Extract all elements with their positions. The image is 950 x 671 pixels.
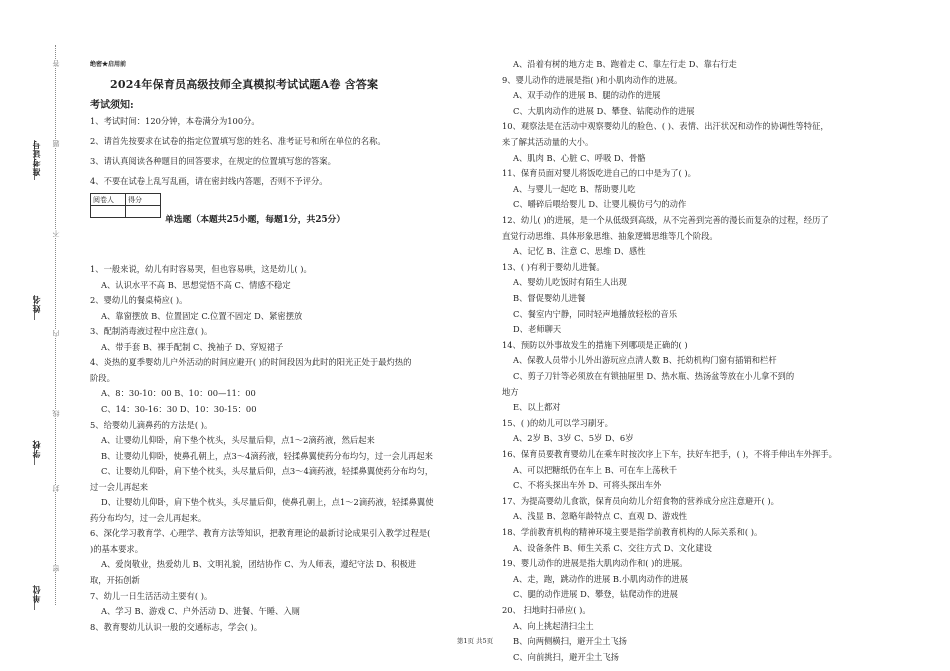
- question-line: C、不将头探出车外 D、可将头探出车外: [513, 480, 662, 491]
- name-label: 姓名: [31, 295, 41, 313]
- question-line: A、与婴儿一起吃 B、帮助婴儿吃: [513, 183, 636, 194]
- question-line: A、可以把糖纸仍在车上 B、可在车上荡秋千: [513, 464, 678, 475]
- question-line: 6、深化学习教育学、心理学、教育方法等知识，把教育理论的最新讨论成果引入教学过程是(: [90, 528, 431, 539]
- secret-label: 绝密★启用前: [90, 61, 127, 68]
- question-line: A、设备条件 B、师生关系 C、交往方式 D、文化建设: [513, 542, 712, 553]
- question-line: E、以上都对: [513, 402, 561, 413]
- question-line: C、餐室内宁静，同时轻声地播放轻松的音乐: [513, 308, 677, 319]
- question-line: 18、学前教育机构的精神环境主要是指学前教育机构的人际关系和( )。: [502, 527, 763, 537]
- question-line: A、爱岗敬业，热爱幼儿 B、文明礼貌，团结协作 C、为人师表，遵纪守法 D、积极进: [101, 559, 417, 570]
- question-line: A、肌肉 B、心脏 C、呼吸 D、骨骼: [513, 152, 646, 163]
- question-line: A、保教人员带小儿外出游玩应点清人数 B、托幼机构门窗有插销和栏杆: [513, 355, 777, 366]
- binding-margin: [0, 0, 80, 671]
- score-points-blank: [126, 206, 161, 218]
- question-line: 药分布均匀，过一会儿再起来。: [90, 512, 207, 523]
- question-line: A、沿着有树的地方走 B、跑着走 C、靠左行走 D、靠右行走: [513, 59, 737, 69]
- question-line: 3、配制消毒液过程中应注意( )。: [90, 326, 213, 337]
- question-line: A、学习 B、游戏 C、户外活动 D、进餐、午睡、入厕: [101, 606, 300, 617]
- question-line: 19、婴儿动作的进展是指大肌肉动作和( )的进展。: [502, 558, 688, 569]
- unit-label: 单位: [31, 585, 41, 603]
- question-line: A、靠窗摆放 B、位置固定 C.位置不固定 D、紧密摆放: [101, 310, 303, 321]
- page-footer: 第1页 共5页: [456, 637, 494, 645]
- question-line: A、浅显 B、忽略年龄特点 C、直观 D、游戏性: [513, 511, 688, 522]
- seal-char: 题: [52, 140, 60, 147]
- notice-item: 3、请认真阅读各种题目的回答要求，在规定的位置填写您的答案。: [90, 156, 336, 166]
- section-heading: 单选题（本题共25小题，每题1分，共25分）: [165, 215, 346, 225]
- question-line: B、督促婴幼儿进餐: [513, 293, 586, 303]
- question-line: 10、观察法是在活动中观察婴幼儿的脸色、( )、表情、出汗状况和动作的协调性等特征，: [502, 121, 829, 132]
- question-line: 14、预防以外事故发生的措施下列哪项是正确的( ): [502, 339, 688, 350]
- question-line: )的基本要求。: [90, 543, 144, 554]
- question-line: 来了解其活动量的大小。: [502, 137, 594, 147]
- question-line: C、腿的动作进展 D、攀登，钻爬动作的进展: [513, 589, 678, 600]
- question-line: A、婴幼儿吃饭时有陌生人出现: [513, 277, 627, 288]
- question-line: 11、保育员面对婴儿将饭吃进自己的口中是为了( )。: [502, 168, 696, 179]
- question-line: 7、幼儿一日生活活动主要有( )。: [90, 590, 213, 601]
- question-line: A、向上挑起清扫尘土: [513, 620, 594, 631]
- question-line: 15、( )的幼儿可以学习刷牙。: [502, 417, 613, 428]
- question-line: A、带手套 B、裸手配制 C、挽袖子 D、穿短裙子: [101, 341, 284, 352]
- question-line: A、2岁 B、3岁 C、5岁 D、6岁: [513, 433, 634, 444]
- question-line: 1、一般来说，幼儿有时容易哭，但也容易哄，这是幼儿( )。: [90, 264, 312, 274]
- question-line: 4、炎热的夏季婴幼儿户外活动的时间应避开( )的时间段因为此时的阳光正处于最灼热的: [90, 357, 412, 368]
- question-line: C、14：30-16：30 D、10：30-15：00: [101, 403, 257, 414]
- question-line: 16、保育员要教育婴幼儿在乘车时按次序上下车，扶好车把手，( )，不将手伸出车外挥手。: [502, 449, 837, 459]
- page-title: 2024年保育员高级技师全真模拟考试试题A卷 含答案: [110, 78, 379, 91]
- seal-char: 线: [52, 410, 60, 417]
- question-line: 20、 扫地时扫帚应( )。: [502, 605, 591, 615]
- exam-number-label: 准考证号: [31, 140, 41, 176]
- score-reviewer-cell: 阅卷人: [91, 194, 126, 206]
- question-line: B、向两侧横扫，避开尘土飞扬: [513, 636, 627, 647]
- question-line: A、认识水平不高 B、思想觉悟不高 C、情感不稳定: [101, 279, 291, 290]
- question-line: 13、( )有利于婴幼儿进餐。: [502, 261, 605, 272]
- seal-char: 答: [52, 60, 60, 67]
- question-line: 5、给婴幼儿滴鼻药的方法是( )。: [90, 419, 213, 430]
- question-line: 阶段。: [90, 372, 115, 383]
- question-line: A、双手动作的进展 B、腿的动作的进展: [513, 90, 661, 101]
- question-line: D、老师聊天: [513, 324, 562, 335]
- question-line: B、让婴幼儿仰卧，使鼻孔朝上，点3～4滴药液，轻揉鼻翼使药分布均匀，过一会儿再起来: [101, 450, 433, 461]
- question-line: 取，开拓创新: [90, 575, 140, 585]
- seal-char: 内: [52, 330, 60, 337]
- question-line: C、让婴幼儿仰卧，肩下垫个枕头，头尽量后仰，点3～4滴药液，轻揉鼻翼使药分布均匀，: [101, 466, 434, 477]
- score-reviewer-blank: [91, 206, 126, 218]
- question-line: 过一会儿再起来: [90, 481, 149, 492]
- question-line: D、让婴幼儿仰卧，肩下垫个枕头，头尽量后仰，使鼻孔朝上，点1～2滴药液，轻揉鼻翼使: [101, 497, 434, 508]
- question-line: 17、为提高婴幼儿食欲，保育员向幼儿介绍食物的营养成分应注意避开( )。: [502, 495, 779, 506]
- seal-dotted-line: [55, 45, 56, 605]
- score-points-cell: 得分: [126, 194, 161, 206]
- seal-char: 不: [52, 230, 60, 237]
- notice-item: 4、不要在试卷上乱写乱画，请在密封线内答题，否则不予评分。: [90, 176, 328, 186]
- question-line: C、剪子刀针等必须放在有锁抽屉里 D、热水瓶、热汤盆等放在小儿拿不到的: [513, 371, 795, 381]
- question-line: 2、婴幼儿的餐桌椅应( )。: [90, 295, 188, 306]
- notice-item: 1、考试时间：120分钟，本卷满分为100分。: [90, 116, 260, 126]
- question-line: A、8：30-10：00 B、10：00—11：00: [101, 388, 256, 399]
- question-line: 直觉行动思维、具体形象思维、抽象逻辑思维等几个阶段。: [502, 230, 718, 241]
- score-table: [90, 193, 161, 218]
- seal-char: 密: [52, 565, 60, 572]
- question-line: 9、婴儿动作的进展是指( )和小肌肉动作的进展。: [502, 74, 683, 85]
- question-line: 8、教育婴幼儿认识一般的交通标志，学会( )。: [90, 621, 263, 632]
- school-label: 学校: [31, 440, 41, 458]
- question-line: C、向前挑扫，避开尘土飞扬: [513, 651, 619, 662]
- question-line: C、嚼碎后喂给婴儿 D、让婴儿模仿弓勺的动作: [513, 199, 687, 210]
- question-line: 地方: [502, 386, 519, 397]
- notice-heading: 考试须知:: [90, 100, 134, 111]
- question-line: 12、幼儿( )的进展，是一个从低级到高级，从不完善到完善的漫长而复杂的过程，经历了: [502, 215, 829, 225]
- question-line: A、走，跑，跳动作的进展 B.小肌肉动作的进展: [513, 573, 689, 584]
- question-line: C、大肌肉动作的进展 D、攀登、钻爬动作的进展: [513, 105, 695, 116]
- question-line: A、记忆 B、注意 C、思维 D、感性: [513, 246, 646, 257]
- question-line: A、让婴幼儿仰卧，肩下垫个枕头，头尽量后仰，点1～2滴药液，然后起来: [101, 435, 375, 446]
- notice-item: 2、请首先按要求在试卷的指定位置填写您的姓名、准考证号和所在单位的名称。: [90, 136, 386, 146]
- seal-char: 封: [52, 485, 60, 492]
